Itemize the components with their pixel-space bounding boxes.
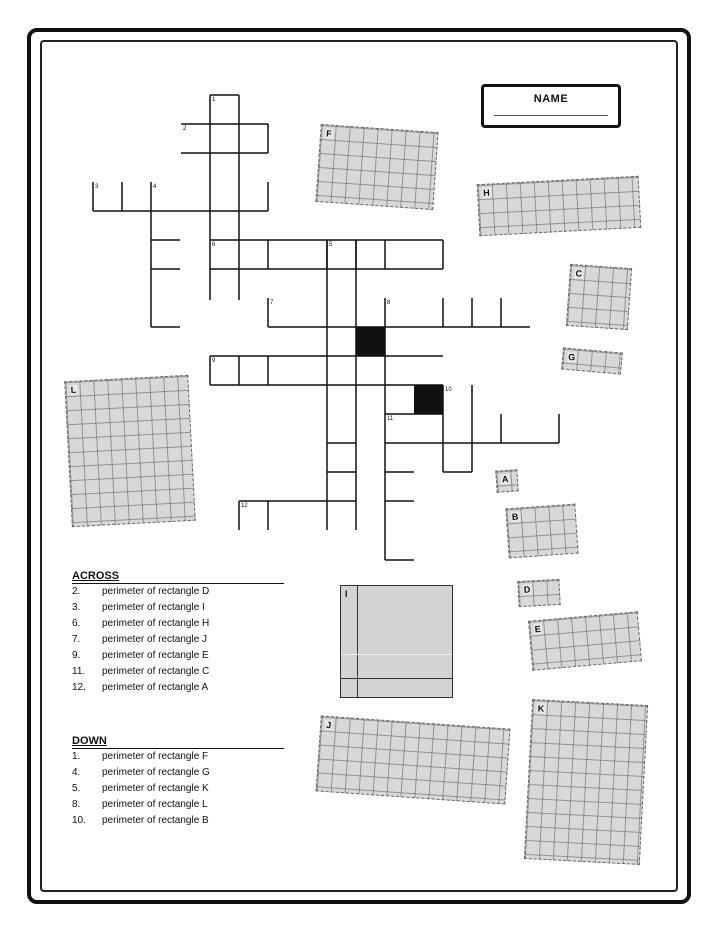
across-clues — [72, 568, 292, 696]
clue-item — [72, 765, 292, 781]
clue-text: perimeter of rectangle H — [102, 618, 210, 629]
rectangle-e — [528, 611, 642, 670]
black-square — [356, 327, 385, 356]
name-label: NAME — [533, 93, 569, 105]
clue-number: 2 — [183, 126, 187, 132]
clue-item — [72, 632, 292, 648]
clue-number: 4 — [153, 184, 157, 190]
rectangle-label: C — [575, 268, 583, 279]
clue-item — [72, 797, 292, 813]
rectangle-label: K — [537, 703, 545, 714]
rectangle-label: E — [534, 623, 542, 635]
down-heading: DOWN — [72, 733, 284, 749]
rectangle-i-vline — [357, 586, 358, 697]
clue-number: 12 — [241, 503, 248, 509]
rectangle-label: F — [325, 128, 333, 139]
clue-text: perimeter of rectangle C — [102, 666, 210, 677]
rectangle-label: B — [511, 511, 519, 523]
clue-text: perimeter of rectangle F — [102, 751, 209, 762]
rectangle-c — [566, 264, 632, 330]
rectangle-label: D — [523, 584, 531, 595]
clue-text: perimeter of rectangle D — [102, 586, 210, 597]
rectangle-i-hline — [341, 678, 452, 679]
clue-num: 4. — [72, 767, 81, 778]
clue-number: 11 — [387, 416, 394, 422]
across-heading: ACROSS — [72, 568, 284, 584]
clue-item — [72, 584, 292, 600]
rectangle-label: I — [345, 589, 348, 599]
clue-text: perimeter of rectangle I — [102, 602, 205, 613]
clue-number: 1 — [212, 97, 216, 103]
clue-text: perimeter of rectangle B — [102, 815, 209, 826]
clue-number: 6 — [212, 242, 216, 248]
clue-item — [72, 616, 292, 632]
clue-number: 7 — [270, 300, 274, 306]
clue-text: perimeter of rectangle E — [102, 650, 209, 661]
rectangle-label: H — [482, 187, 490, 198]
clue-item — [72, 664, 292, 680]
rectangle-j — [316, 715, 511, 804]
rectangle-i — [340, 585, 453, 698]
clue-num: 1. — [72, 751, 81, 762]
clue-num: 7. — [72, 634, 81, 645]
rectangle-d — [517, 579, 560, 607]
clue-text: perimeter of rectangle L — [102, 799, 208, 810]
rectangle-label: J — [325, 719, 332, 731]
clue-text: perimeter of rectangle J — [102, 634, 208, 645]
clue-num: 8. — [72, 799, 81, 810]
down-clues — [72, 733, 292, 829]
rectangle-label: L — [70, 384, 77, 396]
clue-num: 12. — [72, 682, 86, 693]
clue-num: 6. — [72, 618, 81, 629]
clue-num: 10. — [72, 815, 86, 826]
clue-number: 3 — [95, 184, 99, 190]
clue-item — [72, 749, 292, 765]
clue-number: 10 — [445, 387, 452, 393]
clue-item — [72, 781, 292, 797]
rectangle-b — [505, 504, 578, 559]
clue-num: 9. — [72, 650, 81, 661]
clue-item — [72, 600, 292, 616]
clue-number: 5 — [329, 242, 333, 248]
clue-item — [72, 813, 292, 829]
black-square — [414, 385, 443, 414]
clue-item — [72, 648, 292, 664]
rectangle-i-faint-line — [341, 654, 452, 655]
clue-num: 2. — [72, 586, 81, 597]
clue-text: perimeter of rectangle G — [102, 767, 210, 778]
rectangle-h — [477, 176, 641, 236]
clue-text: perimeter of rectangle A — [102, 682, 209, 693]
rectangle-label: A — [501, 473, 509, 485]
rectangle-a — [495, 469, 518, 492]
rectangle-l — [64, 375, 195, 527]
clue-num: 3. — [72, 602, 81, 613]
rectangle-f — [315, 124, 438, 210]
rectangle-label: G — [567, 351, 576, 363]
clue-num: 11. — [72, 666, 86, 677]
clue-number: 8 — [387, 300, 391, 306]
clue-text: perimeter of rectangle K — [102, 783, 209, 794]
rectangle-k — [524, 699, 648, 865]
clue-number: 9 — [212, 358, 216, 364]
clue-num: 5. — [72, 783, 81, 794]
clue-item — [72, 680, 292, 696]
